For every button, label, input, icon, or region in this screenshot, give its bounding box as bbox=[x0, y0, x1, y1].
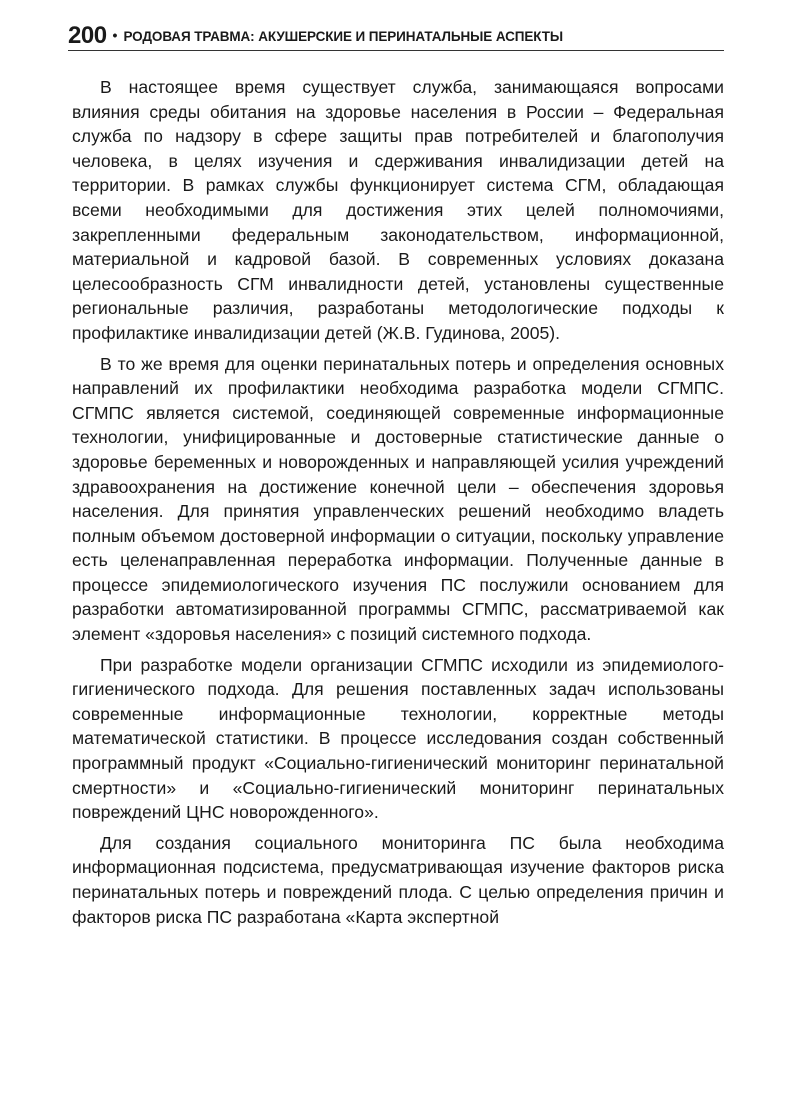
paragraph-1: В настоящее время существует служба, занимающаяся вопросами влияния среды обитания на здоровье населения в России – Федеральная служба по надзору в сфере защиты прав потребителей и благополучия человека, в целях изучения и сдерживания инвалидизации детей на территории. В рамках службы функционирует система СГМ, обладающая всеми необходимыми для достижения этих целей полномочиями, закрепленными федеральным законодательством, информационной, материальной и кадровой базой. В современных условиях доказана целесообразность СГМ инвалидности детей, установлены существенные региональные различия, разработаны методологические подходы к профилактике инвалидизации детей (Ж.В. Гудинова, 2005). bbox=[72, 77, 724, 343]
header-rule bbox=[68, 50, 724, 51]
header-bullet: • bbox=[112, 27, 118, 43]
paragraph-4: Для создания социального мониторинга ПС была необходима информационная подсистема, предусматривающая изучение факторов риска перинатальных потерь и повреждений плода. С целью определения причин и факторов риска ПС разработана «Карта экспертной bbox=[72, 832, 724, 927]
paragraph-2: В то же время для оценки перинатальных потерь и определения основных направлений их профилактики необходима разработка модели СГМПС. СГМПС является системой, соединяющей современные информационные технологии, унифицированные и достоверные статистические данные о здоровье беременных и новорожденных и направляющей усилия учреждений здравоохранения на достижение конечной цели – обеспечения здоровья населения. Для принятия управленческих решений необходимо владеть полным объемом достоверной информации о ситуации, поскольку управление есть целенаправленная переработка информации. Полученные данные в процессе эпидемиологического изучения ПС послужили основанием для разработки автоматизированной программы СГМПС, рассматриваемой как элемент «здоровья населения» с позиций системного подхода. bbox=[72, 353, 724, 645]
page-number: 200 bbox=[68, 22, 107, 49]
running-title: РОДОВАЯ ТРАВМА: АКУШЕРСКИЕ И ПЕРИНАТАЛЬНЫЕ АСПЕКТЫ bbox=[123, 29, 564, 44]
paragraph-3: При разработке модели организации СГМПС исходили из эпидемиолого-гигиенического подхода. Для решения поставленных задач использованы современные информационные технологии, корректные методы математической статистики. В процессе исследования создан собственный программный продукт «Социально-гигиенический мониторинг перинатальной смертности» и «Социально-гигиенический мониторинг перинатальных повреждений ЦНС новорожденного». bbox=[72, 654, 724, 823]
body-text bbox=[72, 75, 724, 929]
